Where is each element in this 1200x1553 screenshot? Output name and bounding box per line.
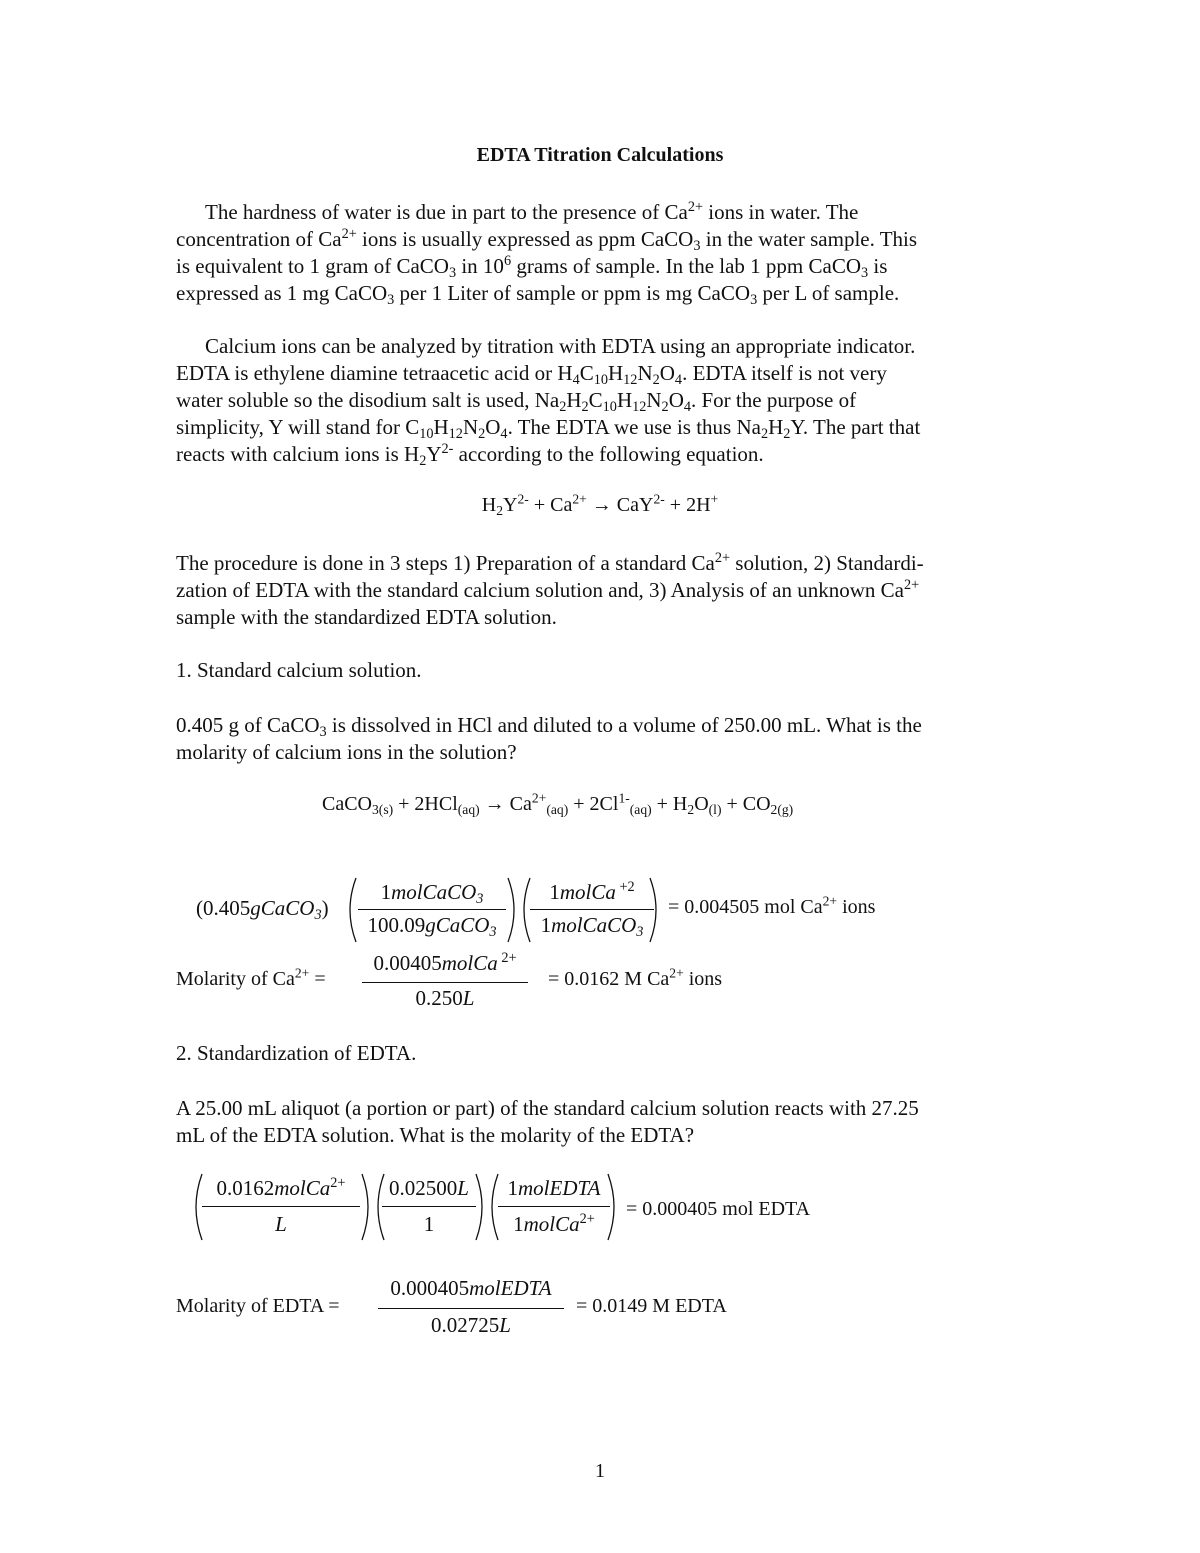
text: water soluble so the disodium salt is used, Na (176, 388, 560, 412)
text: ions (683, 968, 723, 990)
result-text: = 0.0149 M EDTA (576, 1295, 727, 1317)
text: gCaCO (250, 896, 315, 920)
subscript: 3 (314, 906, 322, 923)
fraction-denominator (358, 913, 506, 938)
text: according to the following equation. (453, 442, 764, 466)
text: Y. The part that (790, 415, 921, 439)
superscript: 2+ (572, 491, 587, 507)
text: molCa (523, 1212, 580, 1236)
paragraph-line (176, 550, 924, 577)
text: Ca (509, 793, 532, 815)
fraction-numerator (362, 951, 528, 976)
superscript: 1- (618, 790, 630, 806)
subscript: 12 (448, 425, 463, 442)
text: ions is usually expressed as ppm CaCO (356, 227, 694, 251)
section-heading: 2. Standardization of EDTA. (176, 1041, 417, 1065)
paragraph-line (176, 387, 856, 414)
question-line: A 25.00 mL aliquot (a portion or part) of the standard calcium solution reacts with 27.25 (176, 1096, 919, 1120)
superscript: 6 (503, 253, 512, 270)
subscript: 3 (636, 923, 644, 940)
text: L (457, 1176, 469, 1200)
paragraph-line (176, 280, 899, 307)
subscript: 4 (683, 398, 691, 415)
fraction-bar (378, 1308, 564, 1309)
text: in 10 (456, 254, 504, 278)
subscript: (aq) (546, 801, 569, 817)
superscript: 2+ (497, 950, 517, 967)
fraction-denominator (498, 1212, 610, 1237)
text: molCaCO (391, 880, 477, 904)
text: molCaCO (551, 913, 637, 937)
subscript: 12 (623, 371, 638, 388)
text: per L of sample. (757, 281, 900, 305)
fraction-bar (498, 1206, 610, 1207)
text: 1 (507, 1176, 519, 1200)
result-text (548, 965, 723, 991)
label-text: Molarity of EDTA = (176, 1295, 340, 1317)
page-number: 1 (595, 1460, 605, 1482)
subscript: 12 (632, 398, 647, 415)
dissolution-equation (322, 790, 794, 817)
superscript: 2+ (822, 893, 838, 909)
fraction-numerator (358, 880, 506, 905)
text: zation of EDTA with the standard calcium solution and, 3) Analysis of an unknown Ca (176, 578, 904, 602)
text: The hardness of water is due in part to the presence of Ca (205, 200, 688, 224)
superscript: 2+ (531, 790, 547, 806)
text: H (566, 388, 582, 412)
text: O (668, 388, 684, 412)
text: 0.02725 (431, 1313, 500, 1337)
left-paren-icon (340, 876, 360, 944)
label-text (176, 965, 326, 991)
text: molCa (274, 1176, 331, 1200)
paragraph-line (176, 199, 858, 226)
text: molCa (441, 951, 498, 975)
superscript: 2+ (579, 1211, 595, 1228)
text: + 2HCl (393, 793, 458, 815)
subscript: 3 (489, 923, 497, 940)
text: Y (426, 442, 442, 466)
section-heading: 1. Standard calcium solution. (176, 658, 422, 682)
subscript: (aq) (457, 801, 480, 817)
fraction-numerator (498, 1176, 610, 1201)
question-line: mL of the EDTA solution. What is the molarity of the EDTA? (176, 1123, 695, 1147)
text: Calcium ions can be analyzed by titration with EDTA using an appropriate indicator. (205, 334, 916, 358)
subscript: 2 (496, 502, 504, 518)
subscript: 2 (687, 801, 695, 817)
text: C (588, 388, 603, 412)
fraction-denominator (362, 986, 528, 1011)
text: grams of sample. In the lab 1 ppm CaCO (511, 254, 862, 278)
subscript: 4 (572, 371, 580, 388)
superscript: 2+ (341, 226, 357, 243)
text: CaY (616, 494, 654, 516)
text: L (275, 1212, 287, 1236)
text: simplicity, Y will stand for C (176, 415, 420, 439)
text: CaCO (322, 793, 372, 815)
text: per 1 Liter of sample or ppm is mg CaCO (394, 281, 751, 305)
fraction-denominator (202, 1212, 360, 1237)
text: 0.00405 (373, 951, 442, 975)
text: O (694, 793, 709, 815)
superscript: 2+ (687, 199, 704, 216)
fraction-bar (382, 1206, 476, 1207)
subscript: 4 (674, 371, 683, 388)
text: is equivalent to 1 gram of CaCO (176, 254, 449, 278)
text: Molarity of Ca (176, 968, 295, 990)
subscript: 2 (419, 452, 427, 469)
paragraph-line (176, 604, 557, 631)
text: L (462, 986, 475, 1010)
text: concentration of Ca (176, 227, 342, 251)
text: 1 (513, 1212, 524, 1236)
text: Y (503, 494, 518, 516)
text: molCa (559, 880, 616, 904)
subscript: 2 (661, 398, 669, 415)
subscript: 2 (652, 371, 660, 388)
text: 1 (380, 880, 392, 904)
text: is dissolved in HCl and diluted to a volume of 250.00 mL. What is the (326, 713, 922, 737)
subscript: (l) (708, 801, 722, 817)
text: N (637, 361, 653, 385)
right-paren-icon (604, 1172, 624, 1242)
text: . For the purpose of (691, 388, 857, 412)
paragraph-line (176, 441, 764, 468)
result-text (668, 893, 876, 919)
text: in the water sample. This (700, 227, 918, 251)
subscript: (aq) (629, 801, 652, 817)
subscript: 10 (419, 425, 434, 442)
subscript: 3 (861, 264, 869, 281)
text: gCaCO (425, 913, 490, 937)
text: N (646, 388, 662, 412)
fraction-denominator (530, 913, 654, 938)
text: (0.405 (196, 896, 251, 920)
arrow-icon: → (586, 494, 617, 516)
result-text: = 0.000405 mol EDTA (626, 1198, 811, 1220)
text: C (579, 361, 594, 385)
subscript: 3 (387, 291, 395, 308)
subscript: 10 (593, 371, 608, 388)
superscript: 2+ (294, 965, 310, 981)
page-title: EDTA Titration Calculations (476, 144, 724, 166)
text: + 2H (664, 494, 711, 516)
text: + 2Cl (568, 793, 619, 815)
paragraph-line (176, 333, 915, 360)
paragraph-line (176, 360, 887, 387)
text: = 0.004505 mol Ca (668, 896, 823, 918)
fraction-numerator (530, 880, 654, 905)
text: sample with the standardized EDTA solution. (176, 605, 557, 629)
text: solution, 2) Standardi- (730, 551, 924, 575)
superscript: + (710, 491, 719, 507)
text: + Ca (528, 494, 573, 516)
subscript: 2 (478, 425, 486, 442)
fraction-bar (358, 909, 506, 910)
text: O (485, 415, 501, 439)
text: 0.02500 (389, 1176, 458, 1200)
text: = (309, 968, 326, 990)
text: molEDTA (518, 1176, 601, 1200)
subscript: 3(s) (372, 801, 394, 817)
subscript: 2 (559, 398, 567, 415)
paragraph-line (176, 226, 917, 253)
question-line: molarity of calcium ions in the solution? (176, 740, 517, 764)
text: ) (321, 896, 329, 920)
superscript: +2 (615, 879, 635, 896)
subscript: 2 (760, 425, 769, 442)
fraction-numerator (378, 1276, 564, 1301)
fraction-numerator (202, 1176, 360, 1201)
fraction-bar (362, 982, 528, 983)
superscript: 2+ (903, 577, 920, 594)
subscript: 4 (500, 425, 508, 442)
paragraph-line (176, 414, 920, 441)
subscript: 2 (783, 425, 791, 442)
text: ions in water. The (703, 200, 859, 224)
text: . EDTA itself is not very (682, 361, 887, 385)
text: + CO (721, 793, 771, 815)
question-line (176, 712, 922, 739)
text: H (616, 388, 633, 412)
text: reacts with calcium ions is H (176, 442, 420, 466)
text: H (481, 494, 497, 516)
subscript: 3 (750, 291, 758, 308)
text: O (659, 361, 675, 385)
text: = 0.0162 M Ca (548, 968, 670, 990)
subscript: 3 (448, 264, 457, 281)
text: The procedure is done in 3 steps 1) Preparation of a standard Ca (176, 551, 715, 575)
subscript: 2(g) (770, 801, 794, 817)
text: 1 (549, 880, 560, 904)
text: H (768, 415, 784, 439)
subscript: 3 (319, 723, 327, 740)
fraction-numerator (382, 1176, 476, 1201)
fraction-bar (530, 909, 654, 910)
superscript: 2+ (714, 550, 731, 567)
text: H (608, 361, 624, 385)
text: 100.09 (367, 913, 426, 937)
text: 0.250 (415, 986, 463, 1010)
paragraph-line (176, 253, 887, 280)
text: EDTA is ethylene diamine tetraacetic acid or H (176, 361, 573, 385)
text: H (433, 415, 449, 439)
text: 1 (423, 1212, 435, 1236)
superscript: 2+ (669, 965, 684, 981)
text: L (499, 1313, 511, 1337)
text: expressed as 1 mg CaCO (176, 281, 388, 305)
text: 0.405 g of CaCO (176, 713, 320, 737)
paragraph-line (176, 577, 919, 604)
text: + H (651, 793, 688, 815)
subscript: 3 (693, 237, 701, 254)
arrow-icon: → (479, 793, 510, 815)
superscript: 2+ (330, 1175, 346, 1192)
text: 0.000405 (390, 1276, 470, 1300)
subscript: 2 (581, 398, 589, 415)
mass-term (196, 896, 329, 921)
superscript: 2- (653, 491, 665, 507)
fraction-denominator (378, 1313, 564, 1338)
text: is (868, 254, 888, 278)
fraction-bar (202, 1206, 360, 1207)
text: . The EDTA we use is thus Na (507, 415, 761, 439)
reaction-equation (0, 491, 1200, 518)
text: 0.0162 (216, 1176, 275, 1200)
text: 1 (540, 913, 552, 937)
text: molEDTA (469, 1276, 552, 1300)
right-paren-icon (646, 876, 666, 944)
subscript: 10 (602, 398, 617, 415)
superscript: 2- (441, 441, 454, 458)
fraction-denominator (382, 1212, 476, 1237)
subscript: 3 (476, 890, 484, 907)
superscript: 2- (517, 491, 529, 507)
text: N (462, 415, 479, 439)
text: ions (837, 896, 876, 918)
